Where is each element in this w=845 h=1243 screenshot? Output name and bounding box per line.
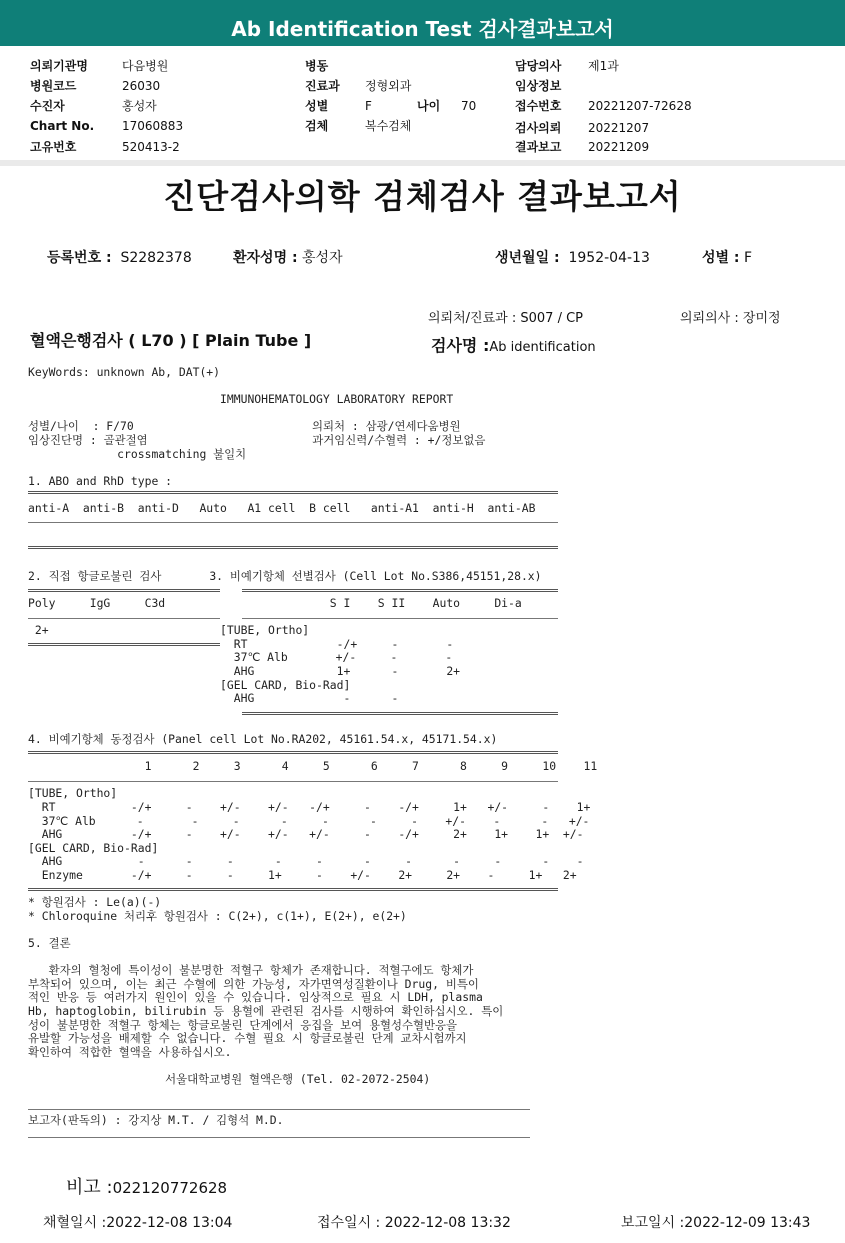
dept-line: [428, 307, 583, 326]
info-label: 수진자: [30, 99, 65, 113]
rule: [28, 888, 558, 891]
lab-text-line: AHG 1+ - 2+: [28, 664, 461, 679]
age-label: 나이: [417, 99, 441, 113]
lab-text-line: 적인 반응 등 여러가지 원인이 있을 수 있습니다. 임상적으로 필요 시 LDH, plasma: [28, 990, 483, 1005]
doctor-label: 의뢰의사 :: [680, 311, 739, 326]
info-label: 성별: [305, 99, 329, 113]
rule: [28, 546, 558, 549]
dept-value: S007 / CP: [520, 311, 584, 326]
lab-text-line: [28, 529, 597, 543]
lab-text-line: Poly IgG C3d S I S II Auto Di-a: [28, 596, 522, 611]
collect-value: 2022-12-08 13:04: [106, 1215, 233, 1231]
doctor-line: [680, 307, 781, 326]
lab-text-line: 37℃ Alb - - - - - - - +/- - - +/-: [28, 813, 590, 828]
reg-value: S2282378: [120, 250, 192, 266]
info-value: 20221209: [588, 140, 650, 154]
dept-label: 의뢰처/진료과 :: [428, 311, 517, 326]
info-label: 병동: [305, 59, 329, 73]
report-title: 진단검사의학 검체검사 결과보고서: [163, 177, 682, 216]
lab-report-body: [28, 366, 597, 1127]
report-label: 보고일시 :: [621, 1215, 685, 1231]
lab-text-line: AHG -/+ - +/- +/- +/- - -/+ 2+ 1+ 1+ +/-: [28, 827, 584, 842]
lab-text-line: 성이 불분명한 적혈구 항체는 항글로불린 단계에서 응집을 보여 용혈성수혈반응을: [28, 1017, 457, 1032]
lab-text-line: 37℃ Alb +/- - -: [28, 650, 453, 665]
rule: [242, 589, 558, 592]
rule: [28, 1109, 530, 1110]
lab-text-line: AHG - -: [28, 691, 399, 706]
lab-text-line: 5. 결론: [28, 935, 71, 950]
lab-text-line: 확인하여 적합한 혈액을 사용하십시오.: [28, 1044, 232, 1059]
rule: [28, 589, 220, 592]
lab-text-line: [28, 407, 597, 421]
receive-label: 접수일시 :: [317, 1215, 381, 1231]
lab-text-line: AHG - - - - - - - - - - -: [28, 854, 584, 869]
test-label: 검사명 :: [431, 336, 490, 355]
lab-text-line: [28, 543, 597, 557]
lab-text-line: [GEL CARD, Bio-Rad]: [28, 677, 351, 692]
lab-text-line: [TUBE, Ortho]: [28, 786, 118, 801]
test-value: Ab identification: [489, 340, 596, 355]
info-value: 제1과: [588, 59, 619, 73]
info-value: 20221207: [588, 121, 650, 135]
sex-value: F: [743, 250, 753, 266]
info-label: 검사의뢰: [515, 121, 562, 135]
dob-label: 생년월일 :: [495, 250, 560, 266]
rule: [28, 751, 558, 754]
info-label: 임상정보: [515, 79, 562, 93]
name-label: 환자성명 :: [233, 250, 298, 266]
lab-text-line: 2. 직접 항글로불린 검사 3. 비예기항체 선별검사 (Cell Lot No.S386,45151,28.x): [28, 568, 542, 583]
remark: [66, 1173, 227, 1199]
lab-text-line: 성별/나이 : F/70 의뢰처 : 삼광/연세다움병원: [28, 419, 461, 434]
lab-text-line: Enzyme -/+ - - 1+ - +/- 2+ 2+ - 1+ 2+: [28, 867, 577, 882]
info-label: 진료과: [305, 79, 340, 93]
rule: [28, 522, 558, 523]
dob-value: 1952-04-13: [568, 250, 650, 266]
info-label: 검체: [305, 119, 329, 133]
lab-text-line: [28, 951, 597, 965]
lab-text-line: 2+ [TUBE, Ortho]: [28, 623, 310, 638]
patient-sex: [702, 247, 752, 267]
birth-date: [495, 247, 650, 267]
lab-text-line: 유발할 가능성을 배제할 수 없습니다. 수혈 필요 시 항글로불린 단계 교차시험까지: [28, 1031, 467, 1046]
info-value: 26030: [122, 79, 161, 93]
lab-text-line: 서울대학교병원 혈액은행 (Tel. 02-2072-2504): [28, 1071, 431, 1086]
lab-text-line: [GEL CARD, Bio-Rad]: [28, 840, 159, 855]
report-time: [621, 1212, 810, 1232]
lab-text-line: 1 2 3 4 5 6 7 8 9 10 11: [28, 759, 598, 774]
info-value: 다음병원: [122, 59, 169, 73]
report-value: 2022-12-09 13:43: [684, 1215, 811, 1231]
info-label: 병원코드: [30, 79, 77, 93]
name-value: 홍성자: [302, 250, 343, 266]
lab-text-line: RT -/+ - -: [28, 636, 454, 651]
lab-text-line: RT -/+ - +/- +/- -/+ - -/+ 1+ +/- - 1+: [28, 800, 591, 814]
info-label: 결과보고: [515, 140, 562, 154]
lab-text-line: 4. 비예기항체 동정검사 (Panel cell Lot No.RA202, 45161.54.x, 45171.54.x): [28, 732, 498, 747]
lab-text-line: anti-A anti-B anti-D Auto A1 cell B cell anti-A1 anti-H anti-AB: [28, 500, 536, 515]
info-label: Chart No.: [30, 119, 95, 133]
rule: [242, 712, 558, 715]
remark-label: 비고 :: [66, 1177, 113, 1198]
test-name: [431, 333, 596, 356]
reg-label: 등록번호 :: [47, 250, 112, 266]
lab-text-line: [28, 461, 597, 475]
doctor-value: 장미정: [742, 311, 781, 326]
info-label: 의뢰기관명: [30, 59, 88, 73]
info-label: 접수번호: [515, 99, 562, 113]
collect-label: 채혈일시 :: [43, 1215, 107, 1231]
lab-text-line: 보고자(판독의) : 강지상 M.T. / 김형석 M.D.: [28, 1112, 284, 1127]
lab-text-line: 부착되어 있으며, 이는 최근 수혈에 의한 가능성, 자가면역성질환이나 Drug, 비특이: [28, 976, 479, 991]
lab-text-line: * 항원검사 : Le(a)(-): [28, 895, 162, 910]
info-value: 복수검체: [365, 119, 412, 133]
rule: [28, 618, 220, 619]
info-col-2: [305, 57, 476, 136]
info-value: 17060883: [122, 119, 184, 133]
sex-label: 성별 :: [702, 250, 740, 266]
lab-text-line: crossmatching 불일치: [28, 446, 247, 461]
info-label: 고유번호: [30, 140, 77, 154]
lab-text-line: Hb, haptoglobin, bilirubin 등 용혈에 관련된 검사를 시행하여 확인하십시오. 특이: [28, 1003, 504, 1018]
lab-text-line: [28, 1100, 597, 1114]
receive-value: 2022-12-08 13:32: [384, 1215, 511, 1231]
info-value: 홍성자: [122, 99, 157, 113]
lab-text-line: [28, 380, 597, 394]
lab-text-line: 임상진단명 : 골관절염 과거임신력/수혈력 : +/정보없음: [28, 432, 486, 447]
lab-text-line: [28, 1059, 597, 1073]
lab-text-line: [28, 923, 597, 937]
receive-time: [317, 1212, 511, 1232]
remark-value: 022120772628: [112, 1179, 228, 1197]
reg-number: [47, 247, 192, 267]
rule: [28, 491, 558, 494]
rule: [28, 643, 220, 646]
info-col-3: [515, 57, 692, 157]
info-value: F: [365, 99, 372, 113]
info-col-1: [30, 57, 183, 157]
lab-text-line: [28, 556, 597, 570]
info-label: 담당의사: [515, 59, 562, 73]
info-value: 20221207-72628: [588, 99, 692, 113]
info-value: 정형외과: [365, 79, 412, 93]
age-value: 70: [461, 99, 477, 113]
rule: [28, 1137, 530, 1138]
patient-name: [233, 247, 343, 267]
report-header-title: Ab Identification Test 검사결과보고서: [0, 0, 845, 46]
lab-text-line: [28, 719, 597, 733]
lab-text-line: IMMUNOHEMATOLOGY LABORATORY REPORT: [28, 392, 454, 407]
rule: [242, 618, 558, 619]
lab-text-line: * Chloroquine 처리후 항원검사 : C(2+), c(1+), E(2+), e(2+): [28, 908, 407, 923]
rule: [28, 781, 558, 782]
lab-text-line: 1. ABO and RhD type :: [28, 473, 173, 488]
lab-text-line: KeyWords: unknown Ab, DAT(+): [28, 365, 221, 379]
lab-text-line: [28, 1086, 597, 1100]
info-value: 520413-2: [122, 140, 180, 154]
collect-time: [43, 1212, 232, 1232]
lab-text-line: 환자의 혈청에 특이성이 불분명한 적혈구 항체가 존재합니다. 적혈구에도 항체가: [28, 963, 474, 978]
section-title: 혈액은행검사 ( L70 ) [ Plain Tube ]: [30, 331, 312, 350]
section-divider: [0, 160, 845, 166]
